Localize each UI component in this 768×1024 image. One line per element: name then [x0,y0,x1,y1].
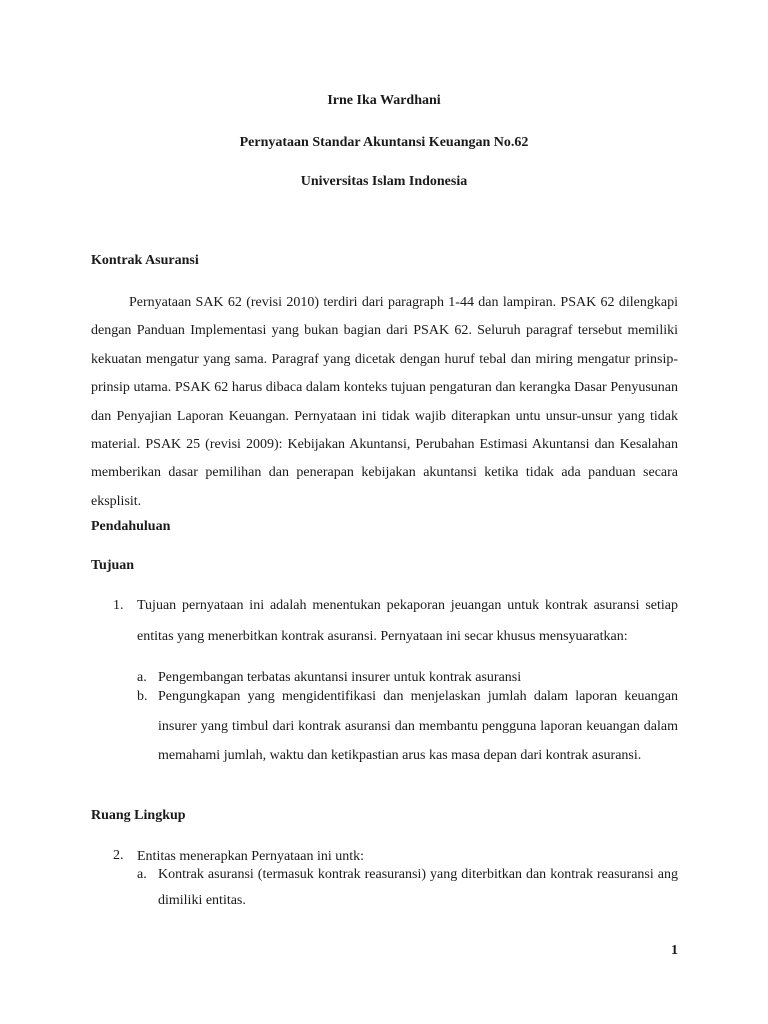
author-name: Irne Ika Wardhani [327,93,441,108]
institution-name: Universitas Islam Indonesia [300,174,468,189]
sub-item-letter: b. [137,689,148,704]
sub-item-letter: a. [137,867,147,882]
list-number: 2. [113,848,124,863]
sub-item-text: Kontrak asuransi (termasuk kontrak reasuransi) yang diterbitkan dan kontrak reasuransi ang dimiliki entitas. [158,867,678,908]
heading-ruang-lingkup: Ruang Lingkup [91,808,186,823]
list-item-text: Tujuan pernyataan ini adalah menentukan pekaporan jeuangan untuk kontrak asuransi setiap entitas yang menerbitkan kontrak asuransi. Pernyataan ini secar khusus mensyuaratkan: [137,598,678,644]
heading-tujuan: Tujuan [91,558,135,573]
list-number: 1. [113,598,124,613]
sub-item-text: Pengembangan terbatas akuntansi insurer untuk kontrak asuransi [158,670,522,685]
page-number: 1 [671,943,678,958]
paragraph-kontrak-asuransi: Pernyataan SAK 62 (revisi 2010) terdiri dari paragraph 1-44 dan lampiran. PSAK 62 dilengkapi dengan Panduan Implementasi yang bukan bagian dari PSAK 62. Seluruh paragraf tersebut memiliki kekuatan mengatur yang sama. Paragraf yang dicetak dengan huruf tebal dan miring mengatur prinsip-prinsip utama. PSAK 62 harus dibaca dalam konteks tujuan pengaturan dan kerangka Dasar Penyusunan dan Penyajian Laporan Keuangan. Pernyataan ini tidak wajib diterapkan untu unsur-unsur yang tidak material. PSAK 25 (revisi 2009): Kebijakan Akuntansi, Perubahan Estimasi Akuntansi dan Kesalahan memberikan dasar pemilihan dan penerapan kebijakan akuntansi ketika tidak ada panduan secara eksplisit. [91,295,678,509]
document-title: Pernyataan Standar Akuntansi Keuangan No.62 [239,135,529,150]
heading-pendahuluan: Pendahuluan [91,519,171,534]
sub-item-text: Pengungkapan yang mengidentifikasi dan menjelaskan jumlah dalam laporan keuangan insurer yang timbul dari kontrak asuransi dan membantu pengguna laporan keuangan dalam memahami jumlah, waktu dan ketikpastian arus kas masa depan dari kontrak asuransi. [158,689,678,763]
list-item-text: Entitas menerapkan Pernyataan ini untk: [137,849,365,864]
heading-kontrak-asuransi: Kontrak Asuransi [91,253,199,268]
sub-item-letter: a. [137,670,147,685]
